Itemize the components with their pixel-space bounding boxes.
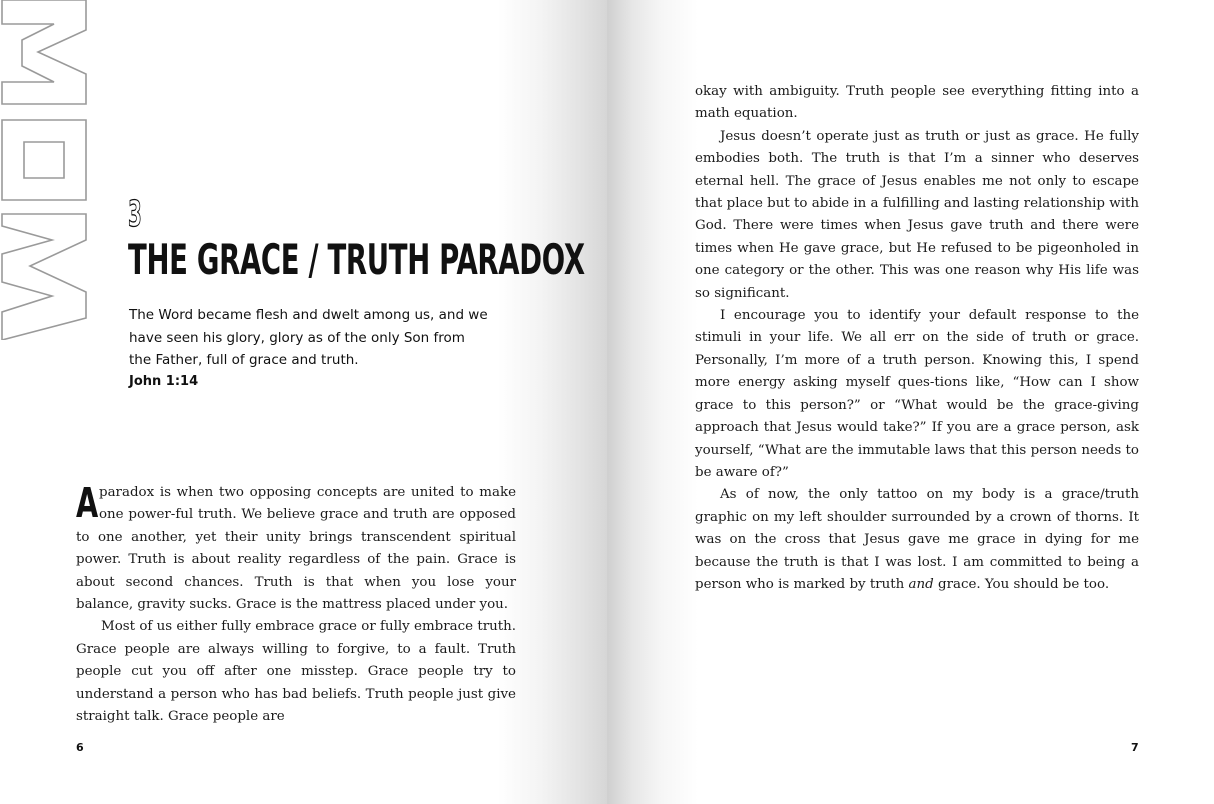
page-number-left: 6 xyxy=(76,741,84,754)
body-paragraph: Jesus doesn’t operate just as truth or just as grace. He fully embodies both. The truth is that I’m a sinner who deserves eternal hell. The grace of Jesus enables me not only to escape that place but to abide in a fulfilling and lasting relationship with God. There were times when Jesus gave truth and there were times when He gave grace, but He refused to be pigeonholed in one category or the other. This was one reason why His life was so significant. xyxy=(695,128,1139,301)
paragraph-text: As of now, the only tattoo on my body is a grace/truth graphic on my left shoulder surrounded by a crown of thorns. It was on the cross that Jesus gave me grace in dying for me because the truth is that I was lost. I am committed to being a person who is marked by truth xyxy=(695,487,1139,592)
epigraph-reference: John 1:14 xyxy=(129,374,199,389)
left-body-text xyxy=(76,479,516,728)
outlined-letters-graphic xyxy=(0,0,88,340)
emphasis-text: and xyxy=(908,576,934,592)
chapter-number: 3 xyxy=(128,194,142,235)
page-number-right: 7 xyxy=(1131,741,1139,754)
paragraph-text: paradox is when two opposing concepts are united to make one power-ful truth. We believe grace and truth are opposed to one another, yet their unity brings transcendent spiritual power. Truth is about reality regardless of the pain. Grace is about second chances. Truth is that when you lose your balance, gravity sucks. Grace is the mattress placed under you. xyxy=(76,485,516,613)
paragraph-text: grace. You should be too. xyxy=(933,576,1110,592)
right-body-text xyxy=(695,81,1139,596)
epigraph-quote: The Word became flesh and dwelt among us, and we have seen his glory, glory as of the only Son from the Father, full of grace and truth. xyxy=(129,307,488,368)
body-paragraph: okay with ambiguity. Truth people see everything fitting into a math equation. xyxy=(695,84,1139,122)
outlined-vertical-word-graphic xyxy=(0,0,88,340)
body-paragraph xyxy=(76,479,516,616)
chapter-title: THE GRACE / TRUTH PARADOX xyxy=(128,235,585,284)
right-page xyxy=(607,0,1214,804)
body-paragraph xyxy=(695,484,1139,596)
body-paragraph: Most of us either fully embrace grace or fully embrace truth. Grace people are always willing to forgive, to a fault. Truth people cut you off after one misstep. Grace people try to understand a person who has bad beliefs. Truth people just give straight talk. Grace people are xyxy=(76,619,516,725)
drop-cap: A xyxy=(76,479,99,527)
body-paragraph: I encourage you to identify your default response to the stimuli in your life. We all err on the side of truth or grace. Personally, I’m more of a truth person. Knowing this, I spend more energy asking myself ques-tions like, “How can I show grace to this person?” or “What would be the grace-giving approach that Jesus would take?” If you are a grace person, ask yourself, “What are the immutable laws that this person needs to be aware of?” xyxy=(695,308,1139,480)
